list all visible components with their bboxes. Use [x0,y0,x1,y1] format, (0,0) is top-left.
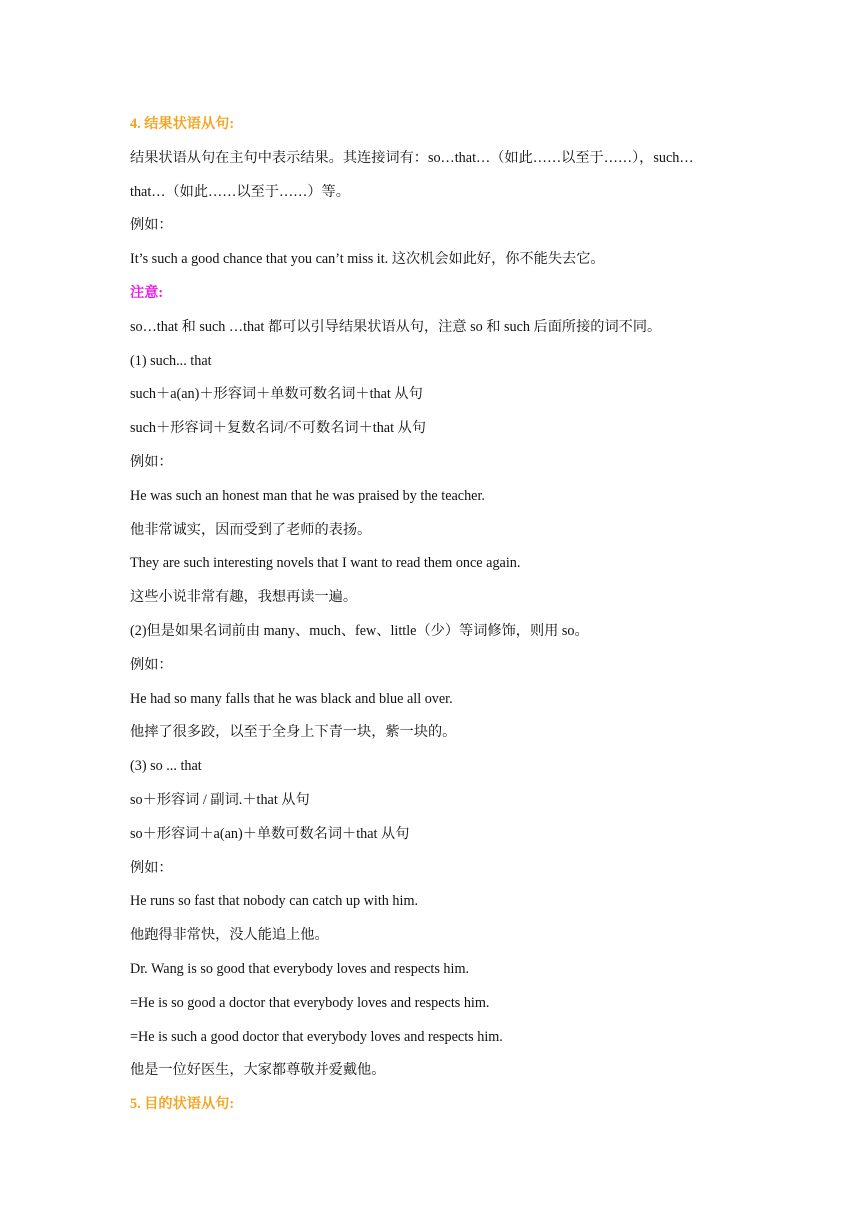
example-sentence: They are such interesting novels that I want to read them once again. [130,555,521,572]
example-label: 例如： [130,217,173,234]
example-sentence: He had so many falls that he was black and blue all over. [130,690,453,707]
rule-line: so＋形容词＋a(an)＋单数可数名词＋that 从句 [130,825,410,842]
example-label: 例如： [130,656,173,673]
section-heading-purpose-clause: 5. 目的状语从句: [130,1096,235,1113]
example-label: 例如： [130,453,173,470]
note-heading: 注意: [130,284,164,301]
example-sentence: He was such an honest man that he was praised by the teacher. [130,487,485,504]
example-sentence: He runs so fast that nobody can catch up with him. [130,893,419,910]
example-sentence: =He is such a good doctor that everybody loves and respects him. [130,1028,503,1045]
example-sentence: Dr. Wang is so good that everybody loves and respects him. [130,960,470,977]
subheading-such-that: (1) such... that [130,352,212,369]
paragraph-line: 结果状语从句在主句中表示结果。其连接词有：so…that…（如此……以至于……），such… [130,149,694,166]
example-translation: 这些小说非常有趣，我想再读一遍。 [130,589,358,606]
rule-line: such＋a(an)＋形容词＋单数可数名词＋that 从句 [130,386,423,403]
section-heading-result-clause: 4. 结果状语从句: [130,116,235,132]
example-translation: 他跑得非常快，没人能追上他。 [130,927,329,944]
example-translation: 他摔了很多跤，以至于全身上下青一块，紫一块的。 [130,724,457,741]
subheading-so-that: (3) so ... that [130,758,202,775]
example-sentence: It’s such a good chance that you can’t miss it. 这次机会如此好，你不能失去它。 [130,251,605,268]
paragraph-line: that…（如此……以至于……）等。 [130,183,350,200]
example-translation: 他非常诚实，因而受到了老师的表扬。 [130,521,372,538]
rule-line: such＋形容词＋复数名词/不可数名词＋that 从句 [130,420,426,437]
rule-line: (2)但是如果名词前由 many、much、few、little（少）等词修饰，则用 so。 [130,622,589,639]
document-page [130,108,740,1122]
rule-line: so＋形容词 / 副词.＋that 从句 [130,791,310,808]
example-translation: 他是一位好医生，大家都尊敬并爱戴他。 [130,1062,386,1079]
example-label: 例如： [130,859,173,876]
example-sentence: =He is so good a doctor that everybody loves and respects him. [130,994,490,1011]
paragraph-line: so…that 和 such …that 都可以引导结果状语从句，注意 so 和 such 后面所接的词不同。 [130,318,662,335]
